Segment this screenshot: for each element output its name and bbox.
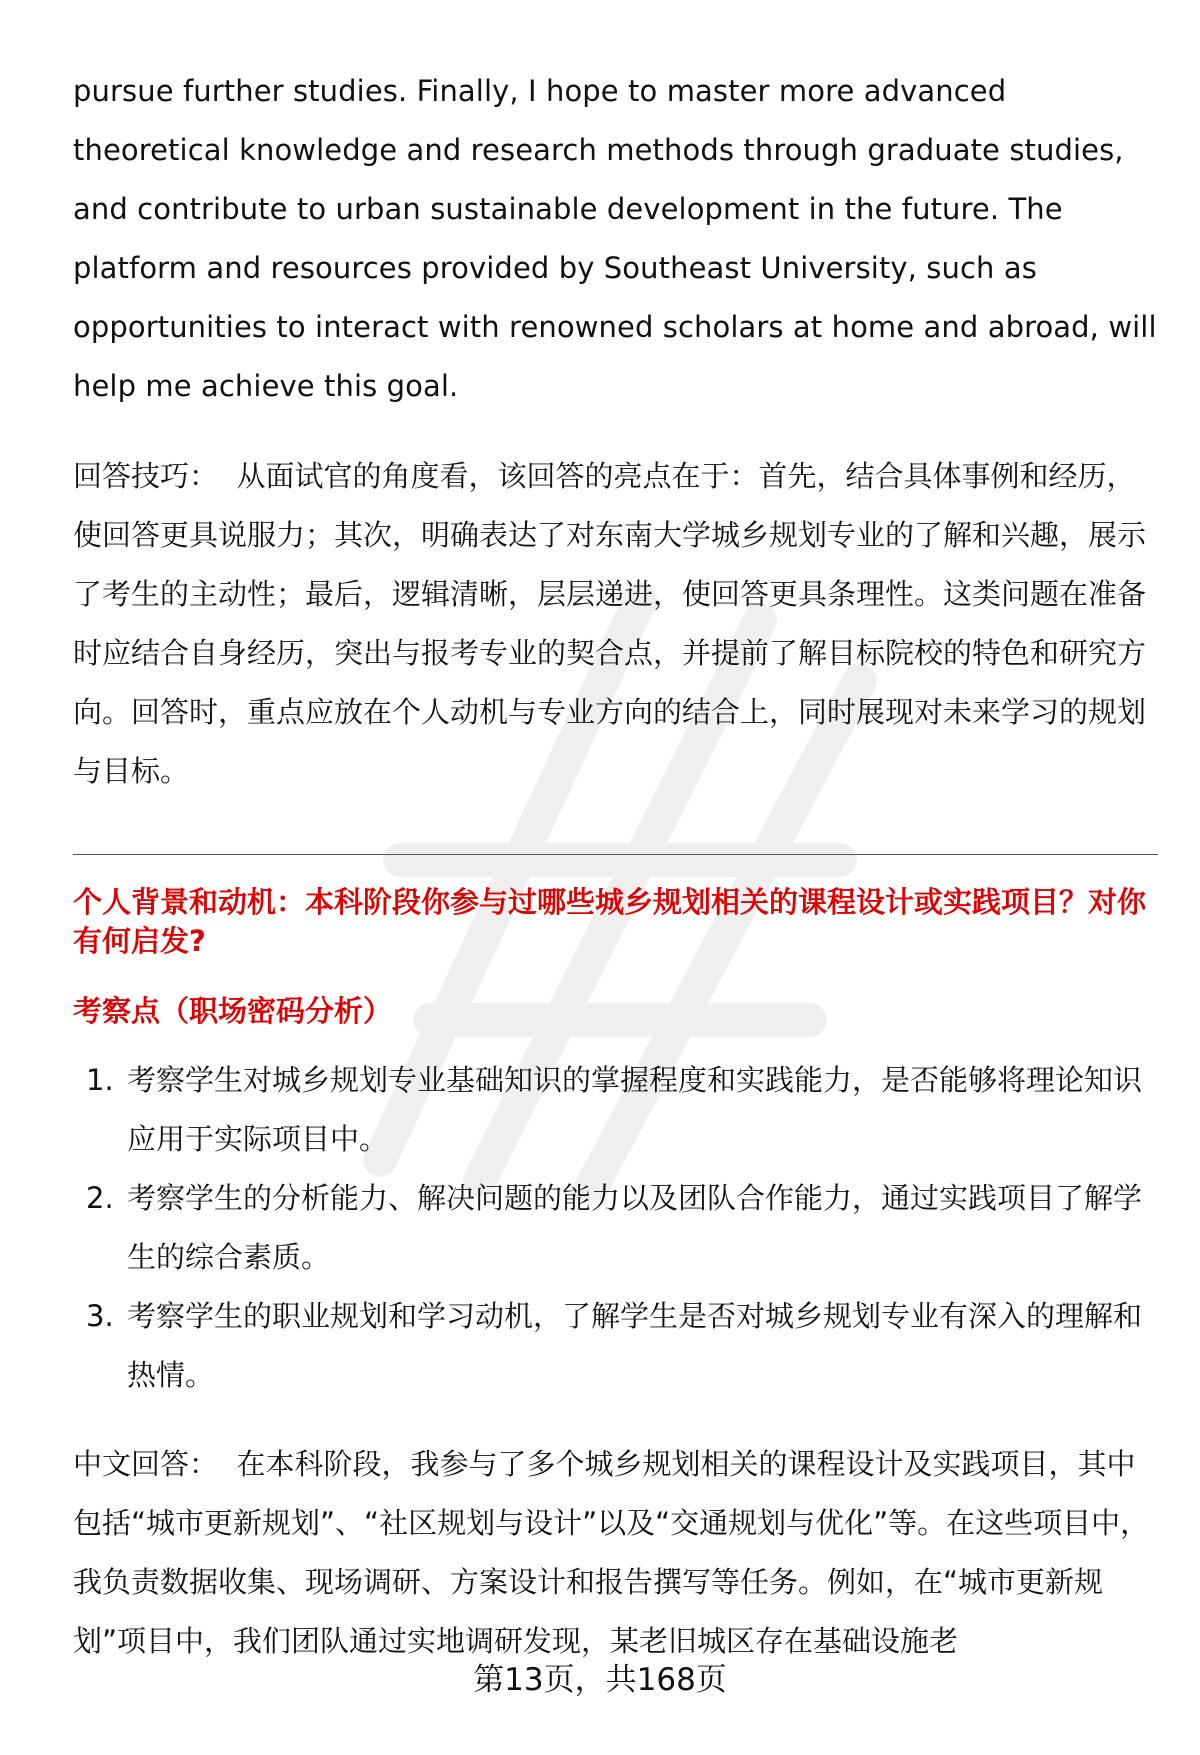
list-item-text: 考察学生的职业规划和学习动机，了解学生是否对城乡规划专业有深入的理解和热情。 [127, 1299, 1143, 1392]
question-heading: 个人背景和动机：本科阶段你参与过哪些城乡规划相关的课程设计或实践项目？对你有何启发? [73, 885, 1147, 958]
section-divider [73, 854, 1158, 855]
list-number: 2. [86, 1181, 114, 1215]
page-content [73, 62, 1158, 1671]
answer-tips [73, 447, 1158, 801]
analysis-title: 考察点（职场密码分析） [73, 994, 393, 1028]
page-number-footer: 第13页，共168页 [473, 1662, 727, 1698]
chinese-answer [73, 1435, 1158, 1671]
list-number: 3. [86, 1299, 114, 1333]
intro-paragraph: pursue further studies. Finally, I hope to master more advanced theoretical knowledge and research methods through graduate studies, and contribute to urban sustainable development in the future. The platform and resources provided by Southeast University, such as opportunities to interact with renowned scholars at home and abroad, will help me achieve this goal. [73, 74, 1157, 403]
tips-text: 从面试官的角度看，该回答的亮点在于：首先，结合具体事例和经历，使回答更具说服力；其次，明确表达了对东南大学城乡规划专业的了解和兴趣，展示了考生的主动性；最后，逻辑清晰，层层递进，使回答更具条理性。这类问题在准备时应结合自身经历，突出与报考专业的契合点，并提前了解目标院校的特色和研究方向。回答时，重点应放在个人动机与专业方向的结合上，同时展现对未来学习的规划与目标。 [73, 459, 1147, 788]
list-item [73, 1287, 1158, 1405]
tips-label: 回答技巧： [73, 459, 219, 493]
list-item-text: 考察学生对城乡规划专业基础知识的掌握程度和实践能力，是否能够将理论知识应用于实际项目中。 [127, 1063, 1143, 1156]
list-item [73, 1051, 1158, 1169]
answer-label: 中文回答： [73, 1447, 219, 1481]
list-number: 1. [86, 1063, 114, 1097]
analysis-points-list [73, 1051, 1158, 1405]
list-item [73, 1169, 1158, 1287]
list-item-text: 考察学生的分析能力、解决问题的能力以及团队合作能力，通过实践项目了解学生的综合素质。 [127, 1181, 1143, 1274]
answer-text: 在本科阶段，我参与了多个城乡规划相关的课程设计及实践项目，其中包括“城市更新规划”、“社区规划与设计”以及“交通规划与优化”等。在这些项目中，我负责数据收集、现场调研、方案设计和报告撰写等任务。例如，在“城市更新规划”项目中，我们团队通过实地调研发现，某老旧城区存在基础设施老 [73, 1447, 1150, 1658]
